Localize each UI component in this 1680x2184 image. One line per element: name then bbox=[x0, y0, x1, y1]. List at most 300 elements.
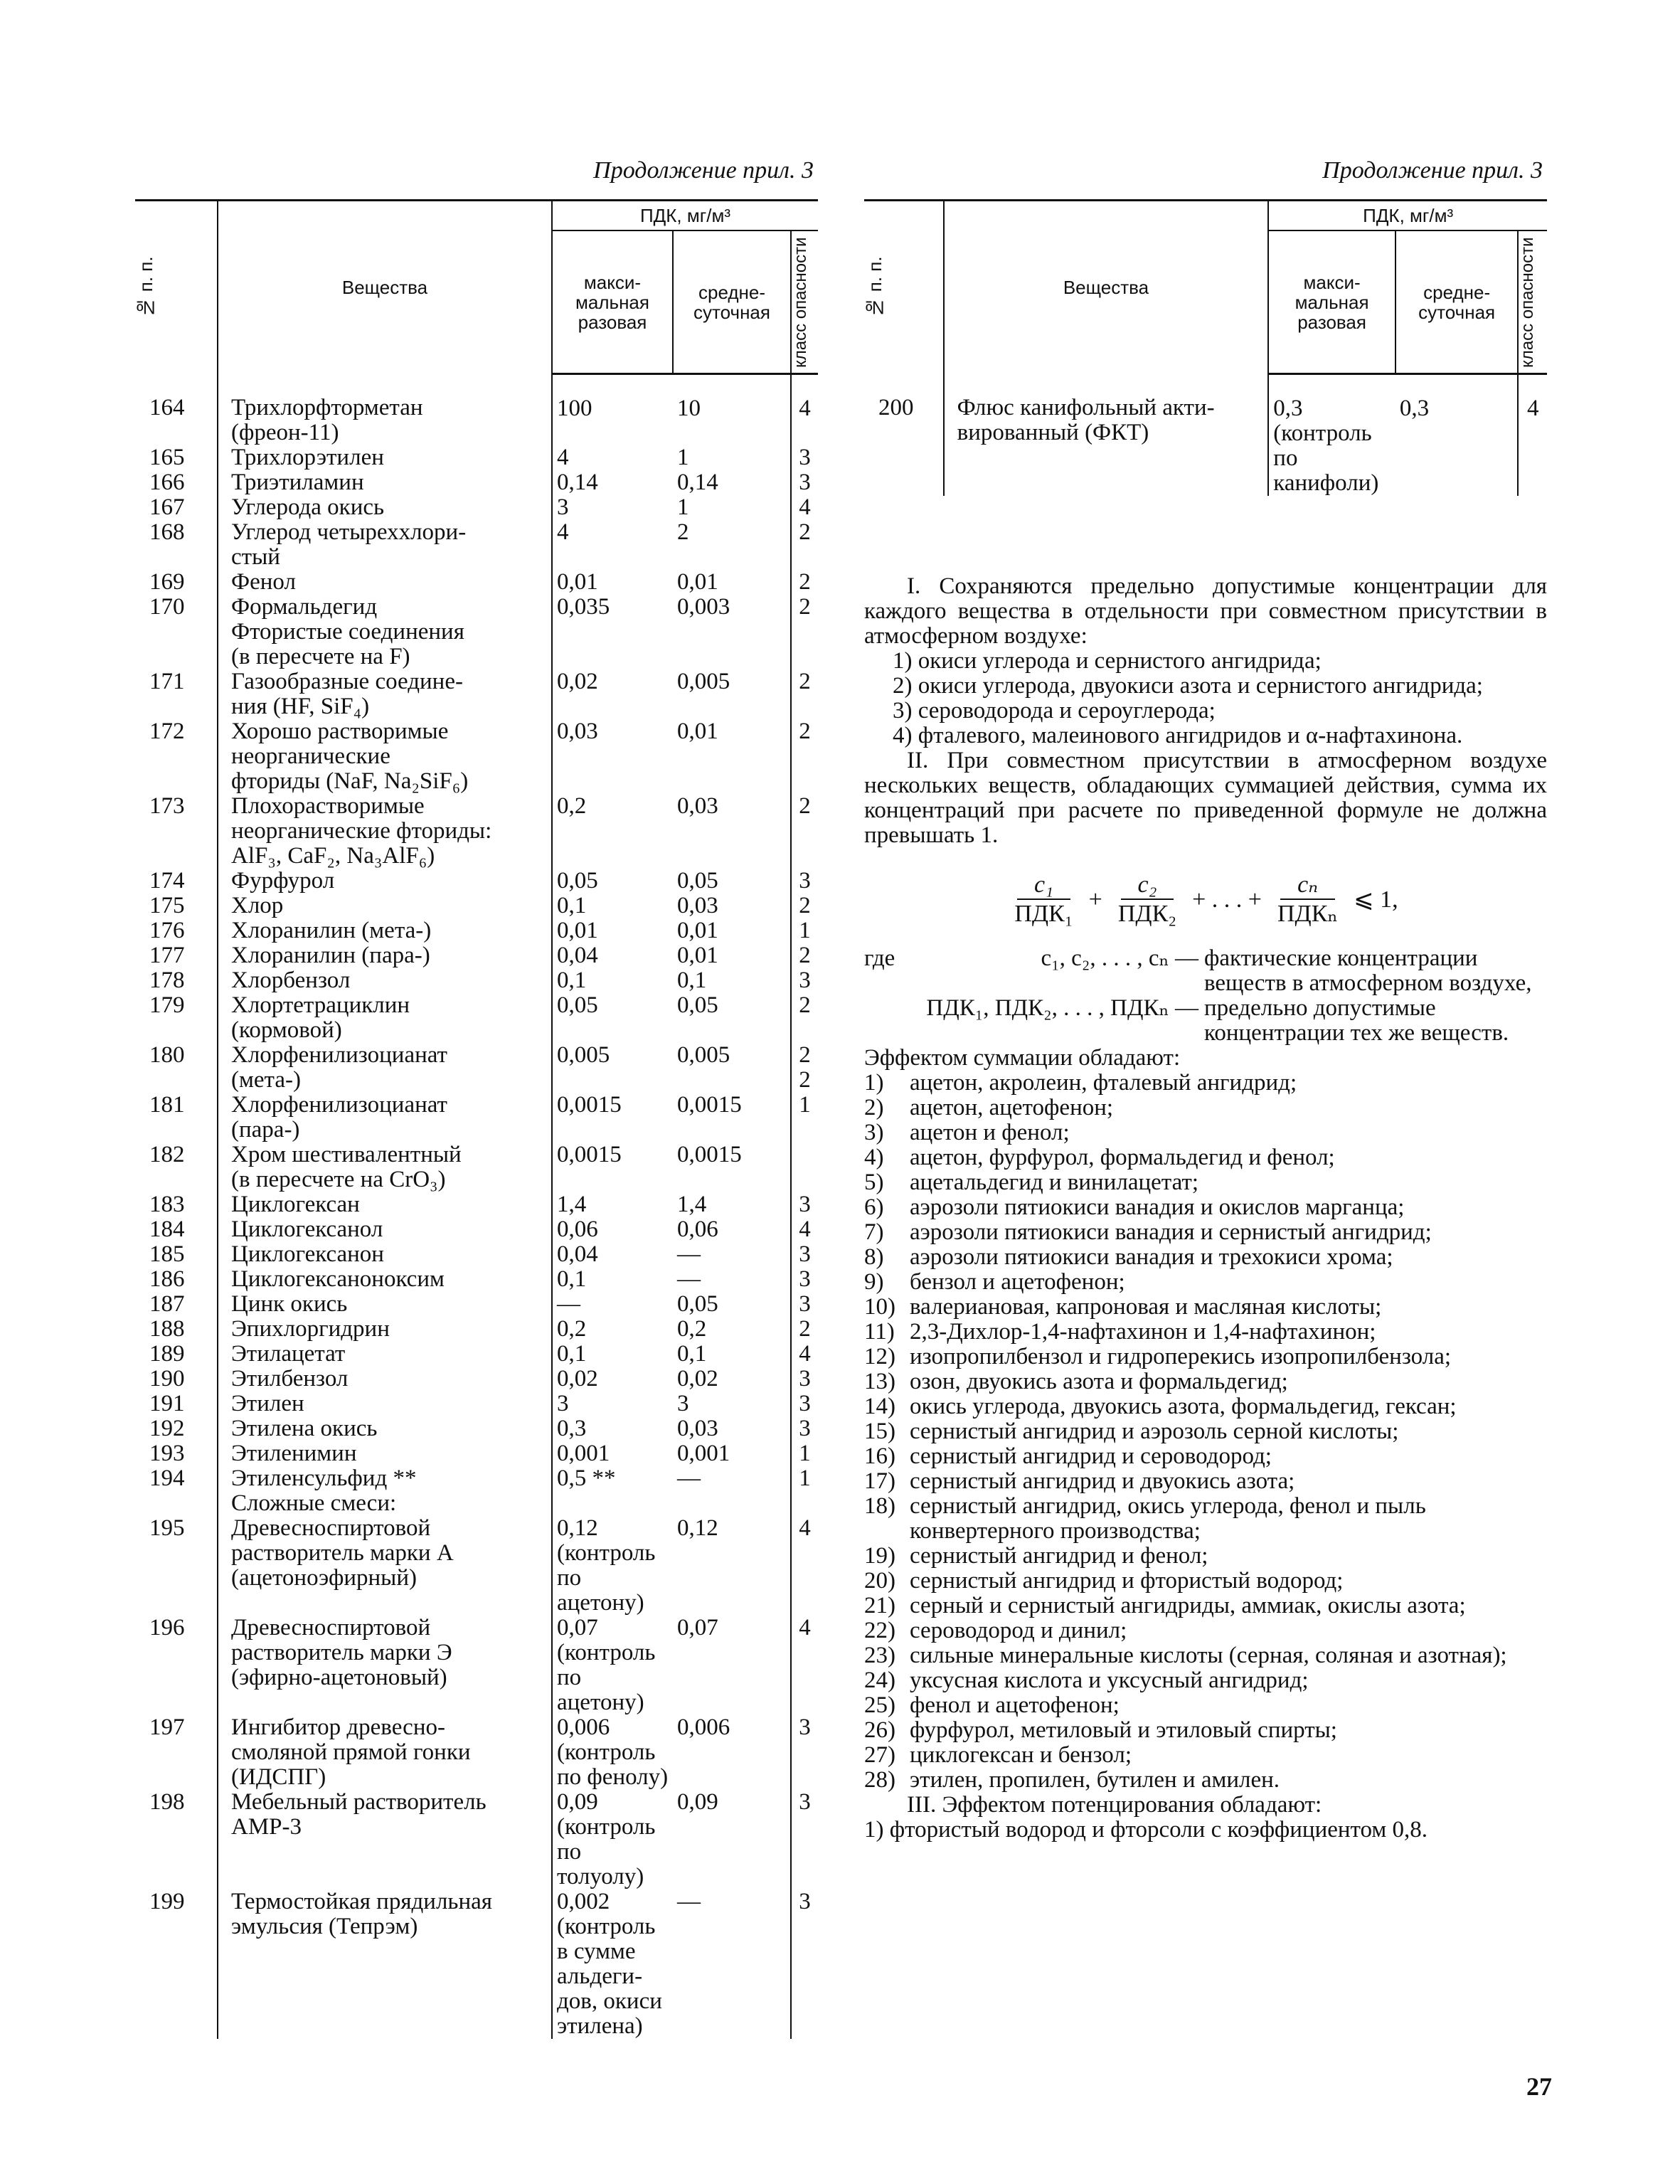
denominator-1: ПДК₁ bbox=[1014, 901, 1073, 928]
list-item-text: серный и сернистый ангидриды, аммиак, окислы азота; bbox=[910, 1593, 1466, 1619]
formula-legend bbox=[864, 946, 1547, 1046]
row-avg: 0,1 bbox=[677, 967, 707, 993]
row-max: 0,3 (контроль по канифоли) bbox=[1268, 374, 1395, 497]
list-item bbox=[864, 1544, 1547, 1569]
row-max: 0,1 bbox=[552, 1267, 673, 1292]
row-avg: — bbox=[677, 1266, 701, 1292]
row-avg: 0,07 bbox=[677, 1614, 718, 1640]
row-max: 0,2 bbox=[552, 1317, 673, 1342]
row-avg: 0,0015 bbox=[677, 1141, 742, 1167]
row-max: 0,02 bbox=[552, 669, 673, 719]
table-row bbox=[135, 1342, 818, 1367]
list-item-number: 9) bbox=[864, 1269, 884, 1295]
list-item-number: 13) bbox=[864, 1369, 895, 1395]
where-2-key: ПДК₁, ПДК₂, . . . , ПДКₙ — bbox=[926, 995, 1198, 1022]
list-item-number: 26) bbox=[864, 1717, 895, 1744]
list-item-text: сероводород и динил; bbox=[910, 1618, 1127, 1644]
list-item bbox=[864, 1469, 1547, 1494]
row-max: 0,001 bbox=[552, 1441, 673, 1466]
list-item bbox=[864, 1618, 1547, 1643]
row-avg: 0,14 bbox=[677, 469, 718, 495]
numerator-1: c₁ bbox=[1017, 872, 1070, 900]
effects-list bbox=[864, 1071, 1547, 1793]
row-class: 2 bbox=[791, 943, 818, 968]
row-max: 0,03 bbox=[552, 719, 673, 794]
list-item-text: аэрозоли пятиокиси ванадия и трехокиси хрома; bbox=[910, 1244, 1393, 1271]
fraction-1 bbox=[1014, 872, 1073, 926]
table-row bbox=[135, 1367, 818, 1391]
table-row bbox=[135, 1043, 818, 1093]
row-class bbox=[791, 620, 818, 669]
row-class: 4 bbox=[791, 1516, 818, 1616]
row-number: 164 bbox=[149, 394, 185, 420]
row-class bbox=[791, 1491, 818, 1516]
list-item-number: 6) bbox=[864, 1194, 884, 1221]
row-class: 3 bbox=[791, 1416, 818, 1441]
header-substance: Вещества bbox=[218, 201, 552, 374]
list-item-text: сернистый ангидрид и аэрозоль серной кислоты; bbox=[910, 1419, 1399, 1445]
row-max: 0,04 bbox=[552, 943, 673, 968]
row-class: 1 bbox=[791, 1466, 818, 1491]
list-item-text: циклогексан и бензол; bbox=[910, 1742, 1132, 1769]
row-number: 166 bbox=[149, 469, 185, 495]
list-item bbox=[864, 1320, 1547, 1345]
row-max: 0,06 bbox=[552, 1217, 673, 1242]
row-substance: Трихлорфторметан (фреон-11) bbox=[218, 374, 552, 445]
fraction-n bbox=[1277, 872, 1338, 926]
formula-ellipsis: + . . . + bbox=[1192, 886, 1262, 913]
row-number bbox=[135, 1491, 218, 1516]
row-number: 190 bbox=[149, 1365, 185, 1391]
list-item-text: аэрозоли пятиокиси ванадия и сернистый ангидрид; bbox=[910, 1219, 1432, 1246]
row-avg: 0,2 bbox=[677, 1315, 707, 1342]
row-number: 178 bbox=[149, 967, 185, 993]
row-substance: Этилацетат bbox=[218, 1342, 552, 1367]
note-2: II. При совместном присутствии в атмосферном воздухе нескольких веществ, обладающих суммацией действия, сумма их концентраций при расчете по приведенной формуле не должна превышать 1. bbox=[864, 748, 1547, 849]
list-item-text: фенол и ацетофенон; bbox=[910, 1692, 1120, 1719]
list-item-number: 17) bbox=[864, 1468, 895, 1495]
table-row bbox=[135, 719, 818, 794]
list-item-text: бензол и ацетофенон; bbox=[910, 1269, 1125, 1295]
row-number: 197 bbox=[149, 1714, 185, 1740]
row-number: 199 bbox=[149, 1888, 185, 1914]
header-max: макси- мальная разовая bbox=[552, 230, 673, 374]
row-max: 4 bbox=[552, 445, 673, 470]
row-substance: Хлорфенилизоцианат (пара-) bbox=[218, 1093, 552, 1143]
table-row bbox=[135, 1192, 818, 1217]
note-1: I. Сохраняются предельно допустимые концентрации для каждого вещества в отдельности при совместном присутствии в атмосферном воздухе: bbox=[864, 573, 1547, 650]
row-number: 170 bbox=[149, 593, 185, 620]
list-item bbox=[864, 1643, 1547, 1668]
numerator-n: cₙ bbox=[1280, 872, 1335, 900]
row-class: 3 bbox=[791, 1391, 818, 1416]
header-avg: средне- суточная bbox=[673, 230, 791, 374]
list-item-text: ацетон и фенол; bbox=[910, 1120, 1070, 1146]
list-item bbox=[864, 1245, 1547, 1270]
row-substance: Мебельный растворитель АМР-3 bbox=[218, 1790, 552, 1889]
table-row bbox=[135, 470, 818, 495]
continuation-label-right: Продолжение прил. 3 bbox=[1322, 157, 1543, 184]
list-item-text: ацетон, фурфурол, формальдегид и фенол; bbox=[910, 1145, 1335, 1171]
row-max: 3 bbox=[552, 495, 673, 520]
row-avg: 10 bbox=[677, 396, 701, 422]
table-row bbox=[135, 1889, 818, 2039]
list-item bbox=[864, 1569, 1547, 1594]
row-substance: Ингибитор древесно- смоляной прямой гонки (ИДСПГ) bbox=[218, 1715, 552, 1790]
list-item-text: сильные минеральные кислоты (серная, соляная и азотная); bbox=[910, 1643, 1507, 1669]
list-item bbox=[864, 1345, 1547, 1369]
list-item-number: 12) bbox=[864, 1344, 895, 1370]
list-item-number: 24) bbox=[864, 1668, 895, 1694]
list-item-text: окись углерода, двуокись азота, формальдегид, гексан; bbox=[910, 1394, 1457, 1420]
row-max: 0,006 (контроль по фенолу) bbox=[552, 1715, 673, 1790]
header-class: класс опасности bbox=[791, 230, 818, 374]
row-max: 0,035 bbox=[552, 595, 673, 620]
list-item-text: сернистый ангидрид и фенол; bbox=[910, 1543, 1208, 1569]
list-item-number: 14) bbox=[864, 1394, 895, 1420]
row-max: 0,14 bbox=[552, 470, 673, 495]
row-number: 180 bbox=[149, 1041, 185, 1068]
row-avg: 0,005 bbox=[677, 1041, 730, 1068]
row-max: 0,1 bbox=[552, 968, 673, 993]
row-max: 0,2 bbox=[552, 794, 673, 869]
row-max: 0,0015 bbox=[552, 1093, 673, 1143]
row-max: 0,01 bbox=[552, 918, 673, 943]
list-item-text: сернистый ангидрид, окись углерода, фенол и пыль конвертерного производства; bbox=[910, 1493, 1426, 1544]
row-substance: Хлорбензол bbox=[218, 968, 552, 993]
list-item-number: 20) bbox=[864, 1568, 895, 1594]
row-class: 4 bbox=[1518, 374, 1547, 497]
list-item bbox=[864, 1270, 1547, 1295]
row-substance: Этиленсульфид ** bbox=[218, 1466, 552, 1491]
table-row bbox=[135, 1143, 818, 1192]
row-max: 0,12 (контроль по ацетону) bbox=[552, 1516, 673, 1616]
list-item bbox=[864, 1170, 1547, 1195]
list-item-number: 27) bbox=[864, 1742, 895, 1769]
row-substance: Хлорфенилизоцианат (мета-) bbox=[218, 1043, 552, 1093]
numerator-2: c₂ bbox=[1121, 872, 1174, 900]
row-number: 185 bbox=[149, 1241, 185, 1267]
row-substance: Трихлорэтилен bbox=[218, 445, 552, 470]
list-item-number: 23) bbox=[864, 1643, 895, 1669]
row-class: 3 bbox=[791, 869, 818, 894]
list-item bbox=[864, 1120, 1547, 1145]
table-row bbox=[135, 570, 818, 595]
list-item-number: 22) bbox=[864, 1618, 895, 1644]
row-avg: 1 bbox=[677, 444, 689, 470]
row-substance: Формальдегид bbox=[218, 595, 552, 620]
effects-title: Эффектом суммации обладают: bbox=[864, 1045, 1181, 1071]
row-max: — bbox=[552, 1292, 673, 1317]
header-class: класс опасности bbox=[1518, 230, 1547, 374]
row-class: 4 bbox=[791, 1217, 818, 1242]
table-row bbox=[135, 918, 818, 943]
row-number: 195 bbox=[149, 1515, 185, 1541]
row-avg: — bbox=[677, 1465, 701, 1491]
table-row bbox=[135, 1242, 818, 1267]
list-item-number: 2) bbox=[864, 1095, 884, 1121]
row-avg: 1 bbox=[677, 494, 689, 520]
row-max: 0,09 (контроль по толуолу) bbox=[552, 1790, 673, 1889]
row-number: 192 bbox=[149, 1415, 185, 1441]
list-item bbox=[864, 1195, 1547, 1220]
table-row bbox=[135, 1391, 818, 1416]
list-item bbox=[864, 1668, 1547, 1693]
table-row bbox=[135, 1441, 818, 1466]
row-number: 181 bbox=[149, 1091, 185, 1118]
list-item bbox=[864, 1693, 1547, 1718]
list-item-text: ацетальдегид и винилацетат; bbox=[910, 1170, 1199, 1196]
list-item-number: 8) bbox=[864, 1244, 884, 1271]
row-avg: 0,3 bbox=[1399, 396, 1430, 422]
row-max bbox=[552, 620, 673, 669]
row-substance: Плохорастворимые неорганические фториды: AlF₃, CaF₂, Na₃AlF₆) bbox=[218, 794, 552, 869]
row-class: 3 bbox=[791, 1367, 818, 1391]
continuation-label-left: Продолжение прил. 3 bbox=[593, 157, 814, 184]
row-avg: 0,05 bbox=[677, 1290, 718, 1317]
row-max: 3 bbox=[552, 1391, 673, 1416]
denominator-2: ПДК₂ bbox=[1117, 901, 1177, 928]
row-avg: 2 bbox=[677, 519, 689, 545]
row-class: 4 bbox=[791, 1616, 818, 1715]
row-number: 171 bbox=[149, 668, 185, 694]
list-item-number: 11) bbox=[864, 1319, 895, 1345]
row-substance: Циклогексан bbox=[218, 1192, 552, 1217]
table-row bbox=[135, 968, 818, 993]
row-substance: Фенол bbox=[218, 570, 552, 595]
row-number: 184 bbox=[149, 1216, 185, 1242]
list-item-number: 19) bbox=[864, 1543, 895, 1569]
row-substance: Этилбензол bbox=[218, 1367, 552, 1391]
list-item-number: 28) bbox=[864, 1767, 895, 1793]
table-row bbox=[135, 1466, 818, 1491]
list-item-text: ацетон, акролеин, фталевый ангидрид; bbox=[910, 1070, 1297, 1096]
row-substance: Цинк окись bbox=[218, 1292, 552, 1317]
table-row bbox=[135, 1416, 818, 1441]
row-class: 2 bbox=[791, 595, 818, 620]
row-max: 1,4 bbox=[552, 1192, 673, 1217]
list-item-number: 3) bbox=[864, 1120, 884, 1146]
row-class: 2 bbox=[791, 1317, 818, 1342]
list-item bbox=[864, 1419, 1547, 1444]
table-row bbox=[864, 374, 1547, 497]
row-avg: 1,4 bbox=[677, 1191, 707, 1217]
list-item bbox=[864, 1220, 1547, 1245]
row-class: 4 bbox=[791, 495, 818, 520]
row-substance: Сложные смеси: bbox=[218, 1491, 552, 1516]
row-substance: Эпихлоргидрин bbox=[218, 1317, 552, 1342]
where-label: где bbox=[864, 945, 895, 972]
table-row bbox=[135, 620, 818, 669]
row-avg: 0,005 bbox=[677, 668, 730, 694]
header-avg: средне- суточная bbox=[1395, 230, 1519, 374]
row-number: 198 bbox=[149, 1788, 185, 1815]
row-avg: 0,03 bbox=[677, 892, 718, 918]
list-item-number: 10) bbox=[864, 1294, 895, 1320]
sum-formula: $\frac{\text{c₁}}{\text{ПДК₁}}$ + $\frac{\text{c₂}}{\text{ПДК₂}}$ + . . . + $\frac{\text{cₙ}}{\text{ПДКₙ}}$ ⩽ 1, bbox=[1014, 871, 1398, 928]
row-class: 2 2 bbox=[791, 1043, 818, 1093]
row-class: 3 bbox=[791, 1715, 818, 1790]
list-item bbox=[864, 1394, 1547, 1419]
row-avg: 0,05 bbox=[677, 992, 718, 1018]
list-item-text: валериановая, капроновая и масляная кислоты; bbox=[910, 1294, 1382, 1320]
list-item bbox=[864, 1594, 1547, 1618]
row-substance: Хром шестивалентный (в пересчете на CrO₃) bbox=[218, 1143, 552, 1192]
row-class: 2 bbox=[791, 570, 818, 595]
row-number: 176 bbox=[149, 917, 185, 943]
table-row bbox=[135, 869, 818, 894]
row-class: 3 bbox=[791, 1192, 818, 1217]
table-row bbox=[135, 520, 818, 570]
row-max: 100 bbox=[552, 374, 673, 445]
list-item-number: 4) bbox=[864, 1145, 884, 1171]
row-substance: Фтористые соединения (в пересчете на F) bbox=[218, 620, 552, 669]
row-avg: 0,05 bbox=[677, 867, 718, 894]
row-substance: Хлор bbox=[218, 894, 552, 918]
header-max: макси- мальная разовая bbox=[1268, 230, 1395, 374]
row-substance: Триэтиламин bbox=[218, 470, 552, 495]
row-avg: 0,01 bbox=[677, 917, 718, 943]
where-1-key: c₁, c₂, . . . , cₙ — bbox=[1041, 945, 1198, 972]
row-class: 3 bbox=[791, 1292, 818, 1317]
list-item-number: 7) bbox=[864, 1219, 884, 1246]
row-number: 189 bbox=[149, 1340, 185, 1367]
row-class: 1 bbox=[791, 1441, 818, 1466]
row-substance: Этиленимин bbox=[218, 1441, 552, 1466]
row-avg bbox=[673, 1491, 791, 1516]
table-row bbox=[135, 669, 818, 719]
row-substance: Этилена окись bbox=[218, 1416, 552, 1441]
table-row bbox=[135, 1093, 818, 1143]
row-max: 0,02 bbox=[552, 1367, 673, 1391]
row-avg: 0,1 bbox=[677, 1340, 707, 1367]
row-max: 0,3 bbox=[552, 1416, 673, 1441]
row-number: 169 bbox=[149, 568, 185, 595]
row-avg: — bbox=[677, 1241, 701, 1267]
row-avg: 0,02 bbox=[677, 1365, 718, 1391]
row-class: 4 bbox=[791, 1342, 818, 1367]
row-number: 173 bbox=[149, 793, 185, 819]
table-row bbox=[135, 374, 818, 445]
row-substance: Циклогексаноноксим bbox=[218, 1267, 552, 1292]
row-class: 3 bbox=[791, 470, 818, 495]
row-max: 0,05 bbox=[552, 869, 673, 894]
row-avg: 0,0015 bbox=[677, 1091, 742, 1118]
row-number: 200 bbox=[878, 394, 914, 420]
row-class: 2 bbox=[791, 719, 818, 794]
row-number: 172 bbox=[149, 718, 185, 744]
list-item bbox=[864, 1743, 1547, 1768]
list-item bbox=[864, 1494, 1547, 1544]
row-substance: Углерод четыреххлори- стый bbox=[218, 520, 552, 570]
substances-table-left bbox=[135, 199, 818, 2039]
list-item: 1) окиси углерода и сернистого ангидрида; bbox=[893, 648, 1322, 674]
list-item: 2) окиси углерода, двуокиси азота и сернистого ангидрида; bbox=[893, 673, 1483, 699]
row-class: 3 bbox=[791, 1790, 818, 1889]
denominator-n: ПДКₙ bbox=[1277, 901, 1339, 928]
row-class: 2 bbox=[791, 794, 818, 869]
row-number: 168 bbox=[149, 519, 185, 545]
row-class: 2 bbox=[791, 894, 818, 918]
list-item-number: 21) bbox=[864, 1593, 895, 1619]
row-avg: 0,03 bbox=[677, 1415, 718, 1441]
row-number: 186 bbox=[149, 1266, 185, 1292]
list-item-text: сернистый ангидрид и фтористый водород; bbox=[910, 1568, 1344, 1594]
row-avg: 0,06 bbox=[677, 1216, 718, 1242]
list-item bbox=[864, 1768, 1547, 1793]
list-item-text: этилен, пропилен, бутилен и амилен. bbox=[910, 1767, 1280, 1793]
row-avg: 0,01 bbox=[677, 718, 718, 744]
row-number: 167 bbox=[149, 494, 185, 520]
list-item-number: 16) bbox=[864, 1443, 895, 1470]
row-max: 4 bbox=[552, 520, 673, 570]
list-item-text: 2,3-Дихлор-1,4-нафтахинон и 1,4-нафтахинон; bbox=[910, 1319, 1376, 1345]
list-item-number: 18) bbox=[864, 1493, 895, 1520]
row-substance: Хлоранилин (пара-) bbox=[218, 943, 552, 968]
right-column bbox=[864, 157, 1547, 1843]
list-item-number: 1) bbox=[864, 1070, 884, 1096]
where-1-value: фактические концентрации веществ в атмосферном воздухе, bbox=[1204, 945, 1532, 997]
row-avg: — bbox=[677, 1888, 701, 1914]
row-class: 3 bbox=[791, 968, 818, 993]
list-item: 4) фталевого, малеинового ангидридов и α-нафтахинона. bbox=[893, 723, 1463, 749]
table-row bbox=[135, 1317, 818, 1342]
note-1-list bbox=[864, 649, 1547, 748]
row-avg: 0,01 bbox=[677, 568, 718, 595]
row-max: 0,05 bbox=[552, 993, 673, 1043]
row-number bbox=[135, 620, 218, 669]
row-substance: Циклогексанол bbox=[218, 1217, 552, 1242]
notes bbox=[864, 574, 1547, 1843]
row-substance: Этилен bbox=[218, 1391, 552, 1416]
list-item bbox=[864, 1718, 1547, 1743]
row-class: 3 bbox=[791, 445, 818, 470]
row-number: 183 bbox=[149, 1191, 185, 1217]
row-class: 1 bbox=[791, 1093, 818, 1143]
table-row bbox=[135, 1516, 818, 1616]
table-row bbox=[135, 1491, 818, 1516]
list-item bbox=[864, 1444, 1547, 1469]
where-2-value: предельно допустимые концентрации тех же веществ. bbox=[1204, 995, 1509, 1046]
row-substance: Хлоранилин (мета-) bbox=[218, 918, 552, 943]
row-max: 0,04 bbox=[552, 1242, 673, 1267]
list-item-number: 25) bbox=[864, 1692, 895, 1719]
list-item-text: изопропилбензол и гидроперекись изопропилбензола; bbox=[910, 1344, 1452, 1370]
row-substance: Углерода окись bbox=[218, 495, 552, 520]
table-row bbox=[135, 1616, 818, 1715]
row-avg: 0,01 bbox=[677, 942, 718, 968]
row-substance: Хлортетрациклин (кормовой) bbox=[218, 993, 552, 1043]
row-number: 179 bbox=[149, 992, 185, 1018]
table-row bbox=[135, 794, 818, 869]
row-max: 0,07 (контроль по ацетону) bbox=[552, 1616, 673, 1715]
row-max: 0,0015 bbox=[552, 1143, 673, 1192]
row-number: 177 bbox=[149, 942, 185, 968]
row-class: 3 bbox=[791, 1242, 818, 1267]
table-row bbox=[135, 495, 818, 520]
formula-inequality: ⩽ 1, bbox=[1354, 886, 1398, 913]
header-pdk: ПДК, мг/м³ bbox=[552, 201, 818, 231]
row-substance: Термостойкая прядильная эмульсия (Тепрэм) bbox=[218, 1889, 552, 2039]
row-avg: 3 bbox=[677, 1390, 689, 1416]
row-substance: Циклогексанон bbox=[218, 1242, 552, 1267]
fraction-2 bbox=[1118, 872, 1176, 926]
list-item bbox=[864, 1145, 1547, 1170]
header-substance: Вещества bbox=[944, 201, 1269, 374]
row-substance: Флюс канифольный акти- вированный (ФКТ) bbox=[944, 374, 1269, 497]
left-column bbox=[135, 157, 818, 2039]
row-max bbox=[552, 1491, 673, 1516]
